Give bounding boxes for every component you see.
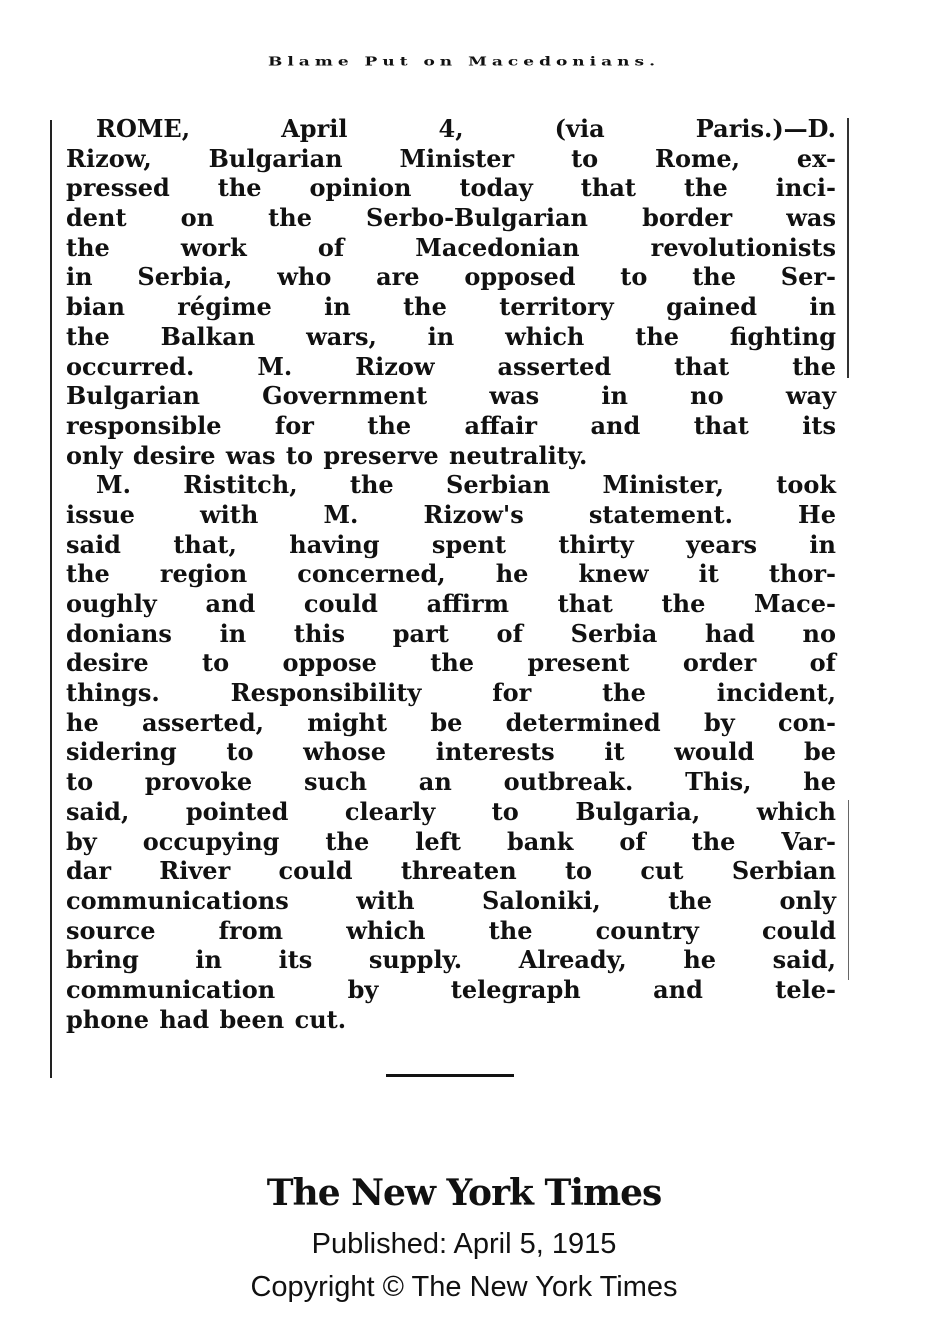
article-line: said that, having spent thirty years in [66, 529, 836, 559]
article-line: said, pointed clearly to Bulgaria, which [66, 796, 836, 826]
article-line: the region concerned, he knew it thor- [66, 559, 836, 589]
article-line: the Balkan wars, in which the fighting [66, 321, 836, 351]
article-line: pressed the opinion today that the inci- [66, 173, 836, 203]
article-line: Bulgarian Government was in no way [66, 381, 836, 411]
article-body [66, 114, 836, 1034]
article-line: source from which the country could [66, 915, 836, 945]
article-line: ROME, April 4, (via Paris.)—D. [96, 114, 836, 143]
article-line: in Serbia, who are opposed to the Ser- [66, 262, 836, 292]
article-line: communications with Saloniki, the only [66, 885, 836, 915]
article-line: dar River could threaten to cut Serbian [66, 856, 836, 886]
article-line: Rizow, Bulgarian Minister to Rome, ex- [66, 143, 836, 173]
column-rule-right-lower [848, 800, 849, 980]
article-line: sidering to whose interests it would be [66, 737, 836, 767]
article-line: oughly and could affirm that the Mace- [66, 589, 836, 618]
article-end-divider [386, 1074, 514, 1077]
article-line: he asserted, might be determined by con- [66, 707, 836, 737]
article-line: by occupying the left bank of the Var- [66, 826, 836, 856]
article-line: issue with M. Rizow's statement. He [66, 499, 836, 529]
article-line: desire to oppose the present order of [66, 648, 836, 678]
article-line: responsible for the affair and that its [66, 410, 836, 440]
published-date: Published: April 5, 1915 [311, 1228, 617, 1260]
headline: Blame Put on Macedonians. [267, 55, 660, 69]
article-line: things. Responsibility for the incident, [66, 678, 836, 708]
article-line: donians in this part of Serbia had no [66, 618, 836, 648]
article-line: phone had been cut. [66, 1004, 347, 1034]
column-rule-right [847, 118, 849, 378]
copyright-notice: Copyright © The New York Times [250, 1271, 678, 1303]
article-line: only desire was to preserve neutrality. [66, 440, 588, 470]
article-line: M. Ristitch, the Serbian Minister, took [96, 470, 836, 500]
article-line: bring in its supply. Already, he said, [66, 945, 836, 975]
article-line: bian régime in the territory gained in [66, 292, 836, 322]
article-line: dent on the Serbo-Bulgarian border was [66, 203, 836, 233]
article-line: the work of Macedonian revolutionists [66, 232, 836, 262]
article-line: occurred. M. Rizow asserted that the [66, 351, 836, 381]
article-line: to provoke such an outbreak. This, he [66, 767, 836, 797]
column-rule-left [50, 120, 52, 1078]
nyt-logo: The New York Times [266, 1172, 662, 1214]
article-line: communication by telegraph and tele- [66, 974, 836, 1004]
